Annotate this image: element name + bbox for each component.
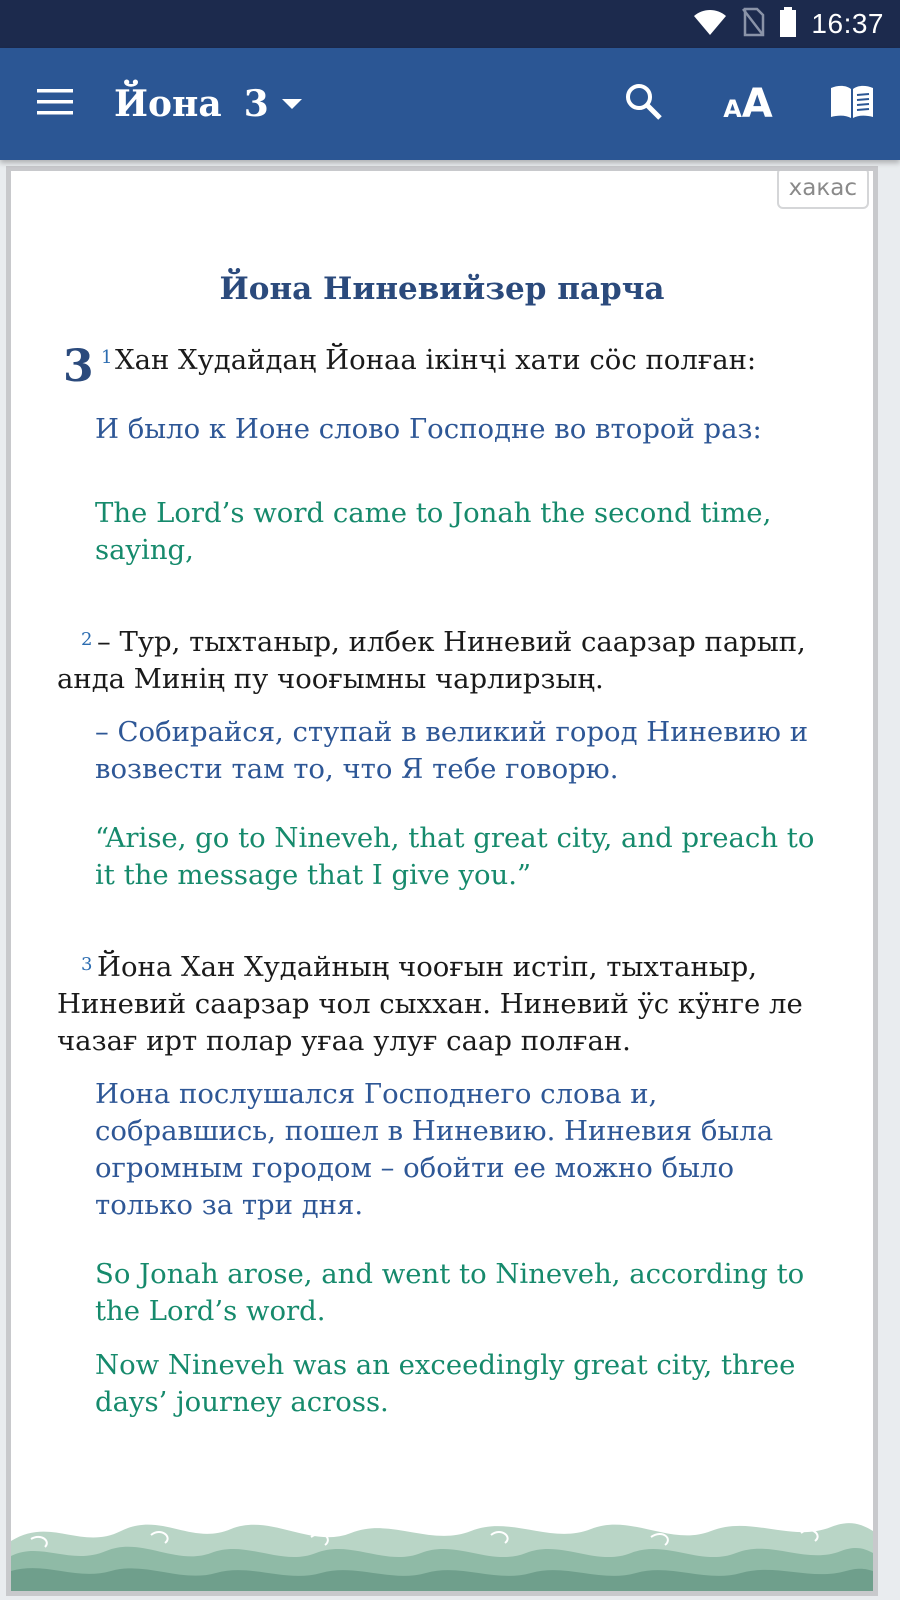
battery-icon — [779, 7, 797, 41]
menu-icon — [35, 87, 75, 121]
book-title: Йона — [114, 83, 222, 125]
book-chapter-selector[interactable] — [114, 78, 303, 130]
language-badge[interactable]: хакас — [777, 167, 869, 209]
wave-decoration — [11, 1511, 873, 1591]
chevron-down-icon — [281, 97, 303, 111]
status-icons — [693, 8, 884, 40]
font-icon-big: A — [741, 81, 773, 127]
app-bar — [0, 48, 900, 160]
text-size-button[interactable] — [718, 74, 778, 134]
verse-khakas: Йона Хан Худайның чооғын истіп, тыхтаныр, Ниневий саарзар чол сыххан. Ниневий ӱс кӱнге ле чазағ ирт полар уғаа улуғ саар полған. — [57, 951, 803, 1057]
book-icon — [829, 84, 875, 124]
section-heading: Йона Ниневийзер парча — [219, 271, 665, 307]
verse-number[interactable]: 1 — [101, 347, 113, 368]
verse-english: So Jonah arose, and went to Nineveh, according to the Lord’s word. — [95, 1258, 805, 1327]
status-bar — [0, 0, 900, 48]
verse-number[interactable]: 3 — [81, 954, 93, 975]
chapter-number: 3 — [63, 341, 94, 392]
verse-russian: Иона послушался Господнего слова и, собравшись, пошел в Ниневию. Ниневия была огромным городом – обойти ее можно было только за три дня. — [95, 1078, 774, 1221]
no-sim-icon — [741, 7, 765, 41]
verse-english-2: Now Nineveh was an exceedingly great city, three days’ journey across. — [95, 1349, 796, 1418]
menu-button[interactable] — [24, 74, 86, 134]
verse-english: The Lord’s word came to Jonah the second time, saying, — [95, 497, 772, 566]
status-time: 16:37 — [811, 8, 884, 39]
chapter-title: 3 — [243, 83, 269, 125]
verse-number[interactable]: 2 — [81, 629, 93, 650]
scripture-content[interactable] — [6, 166, 878, 1596]
verse-khakas: Хан Худайдаң Йонаа ікінҷі хати сӧс полған: — [115, 344, 757, 376]
verse-russian: – Собирайся, ступай в великий город Ниневию и возвести там то, что Я тебе говорю. — [95, 716, 809, 785]
verse-khakas: – Тур, тыхтаныр, илбек Ниневий саарзар парып, анда Минің пу чооғымны чарлирзың. — [57, 626, 806, 695]
search-icon — [624, 82, 664, 126]
verse-russian: И было к Ионе слово Господне во второй раз: — [95, 413, 762, 445]
font-icon-small: A — [723, 95, 742, 123]
wifi-icon — [693, 8, 727, 40]
font-size-icon — [723, 81, 773, 127]
search-button[interactable] — [614, 74, 674, 134]
book-view-button[interactable] — [822, 74, 882, 134]
verse-english: “Arise, go to Nineveh, that great city, and preach to it the message that I give you.” — [95, 822, 815, 891]
